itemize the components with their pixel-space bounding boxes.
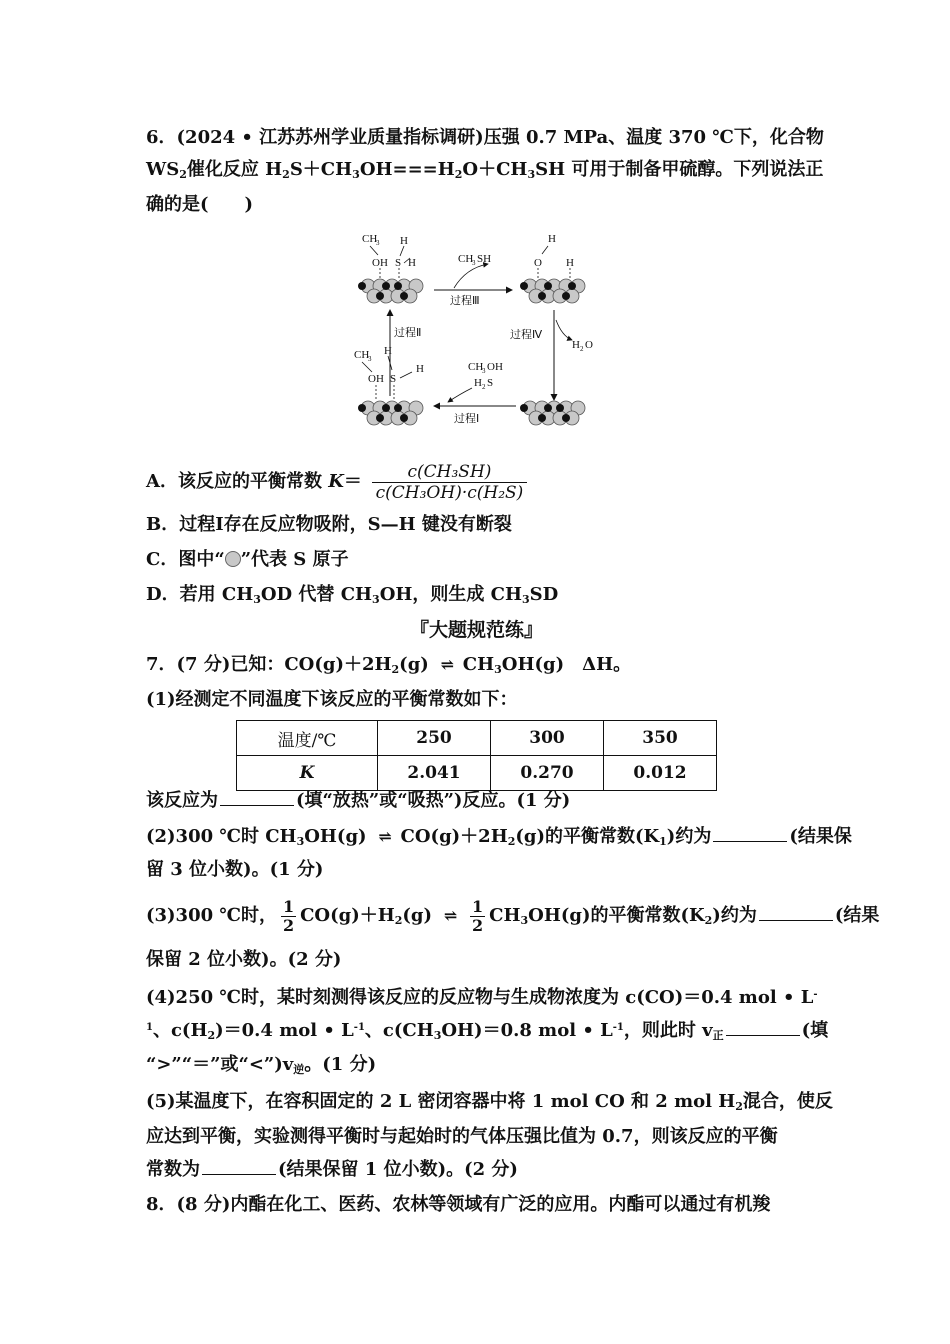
svg-text:CH: CH <box>362 233 378 245</box>
answer-blank[interactable] <box>759 904 833 921</box>
surface-top-left <box>358 279 423 303</box>
svg-text:CH: CH <box>354 349 370 361</box>
q7-intro: 7．(7 分)已知：$CO(g)+2H_2(g)$ ⇌ $CH_3OH(g)$ ΔH。 <box>146 654 632 676</box>
table-row <box>237 721 717 756</box>
q7-part3-line2: 保留 2 位小数)。(2 分) <box>146 949 342 970</box>
table-cell: K <box>237 756 378 791</box>
table-cell: 0.012 <box>604 756 717 791</box>
q7-part5-line3: 常数为 (结果保留 1 位小数)。(2 分) <box>146 1159 518 1180</box>
svg-text:H: H <box>416 363 424 375</box>
table-cell: 2.041 <box>378 756 491 791</box>
svg-text:过程Ⅱ: 过程Ⅱ <box>394 327 422 339</box>
surface-bottom-right <box>520 401 585 425</box>
q8-line1: 8．(8 分)内酯在化工、医药、农林等领域有广泛的应用。内酯可以通过有机羧 <box>146 1194 771 1215</box>
surface-bottom-left <box>358 401 423 425</box>
q7-part4-line2: $^1$、$c(H_2)=0.4$ mol • $L^{-1}$、$c(CH_3OH)=0.8$ mol • $L^{-1}$，则此时 $v_正$ (填 <box>146 1020 829 1042</box>
equilibrium-constant-table <box>236 720 717 791</box>
q6-option-a: A．该反应的平衡常数 K＝ $\frac{\text{c(CH₃SH)}}{\text{c(CH₃OH)·c(H₂S)}}$ <box>146 452 531 512</box>
half-fraction: $\frac{1}{2}$ <box>472 896 484 935</box>
svg-text:3: 3 <box>376 239 380 247</box>
answer-blank[interactable] <box>713 825 787 842</box>
answer-blank[interactable] <box>220 789 294 806</box>
q6-option-c: C．图中“ ”代表 S 原子 <box>146 549 349 570</box>
svg-text:过程Ⅰ: 过程Ⅰ <box>454 413 480 425</box>
q7-part5-line2: 应达到平衡，实验测得平衡时与起始时的气体压强比值为 0.7，则该反应的平衡 <box>146 1126 778 1147</box>
svg-text:O: O <box>585 339 593 351</box>
svg-text:H: H <box>548 233 556 245</box>
svg-text:H: H <box>474 377 482 389</box>
svg-text:OH: OH <box>372 257 388 269</box>
table-row <box>237 756 717 791</box>
svg-text:过程Ⅳ: 过程Ⅳ <box>510 329 543 341</box>
catalytic-cycle-diagram <box>350 228 610 428</box>
svg-text:H: H <box>572 339 580 351</box>
svg-text:3: 3 <box>472 259 476 267</box>
svg-text:OH: OH <box>487 361 503 373</box>
section-title: 『大题规范练』 <box>410 619 544 641</box>
svg-text:H: H <box>566 257 574 269</box>
q7-part5-line1: (5)某温度下，在容积固定的 2 L 密闭容器中将 1 mol CO 和 2 mol $H_2$混合，使反 <box>146 1091 833 1113</box>
q7-part4-line1: (4)250 ℃时，某时刻测得该反应的反应物与生成物浓度为 c(CO)＝0.4 mol • L- <box>146 987 818 1008</box>
q7-part1-answer: 该反应为 (填“放热”或“吸热”)反应。(1 分) <box>146 790 571 811</box>
svg-text:CH: CH <box>458 253 474 265</box>
q7-part3-line1: (3)300 ℃时， $\frac{1}{2}$ $CO(g)+H_2(g)$ ⇌ $\frac{1}{2}$ $CH_3OH(g)$的平衡常数$(K_2)$约为 (结果 <box>146 896 880 935</box>
table-header-cell: 250 <box>378 721 491 756</box>
equilibrium-constant-fraction: $\frac{\text{c(CH₃SH)}}{\text{c(CH₃OH)·c(H₂S)}}$ <box>372 462 528 503</box>
half-fraction: $\frac{1}{2}$ <box>282 896 295 935</box>
q7-part1: (1)经测定不同温度下该反应的平衡常数如下： <box>146 689 518 710</box>
svg-text:过程Ⅲ: 过程Ⅲ <box>450 295 480 307</box>
q6-option-d: D．若用 $CH_3OD$ 代替 $CH_3OH$，则生成 $CH_3SD$ <box>146 584 559 606</box>
surface-top-right <box>520 279 585 303</box>
svg-text:H: H <box>400 235 408 247</box>
q6-line1: 6．(2024 • 江苏苏州学业质量指标调研)压强 0.7 MPa、温度 370 ℃下，化合物 <box>146 127 824 148</box>
table-header-cell: 温度/℃ <box>237 721 378 756</box>
svg-text:H: H <box>408 257 416 269</box>
table-header-cell: 300 <box>491 721 604 756</box>
grey-atom-icon <box>225 551 241 567</box>
svg-text:OH: OH <box>368 373 384 385</box>
q7-part4-line3: “>”“＝”或“$<”)v_逆$。(1 分) <box>146 1054 377 1076</box>
svg-text:2: 2 <box>482 383 486 391</box>
q7-part2-line1: (2)300 ℃时 $CH_3OH(g)$ ⇌ $CO(g)+2H_2(g)$的平衡常数$(K_1)$约为 (结果保 <box>146 826 852 848</box>
answer-blank[interactable] <box>202 1158 276 1175</box>
svg-text:CH: CH <box>468 361 484 373</box>
q6-option-b: B．过程Ⅰ存在反应物吸附，S—H 键没有断裂 <box>146 514 512 535</box>
svg-text:3: 3 <box>368 355 372 363</box>
svg-text:O: O <box>534 257 542 269</box>
svg-text:3: 3 <box>482 367 486 375</box>
q6-line3: 确的是( ) <box>146 194 254 215</box>
svg-text:H: H <box>384 345 392 357</box>
svg-text:2: 2 <box>580 345 584 353</box>
answer-blank[interactable] <box>726 1019 800 1036</box>
svg-text:S: S <box>390 373 397 385</box>
svg-text:S: S <box>395 257 402 269</box>
svg-text:S: S <box>487 377 494 389</box>
table-cell: 0.270 <box>491 756 604 791</box>
svg-text:SH: SH <box>477 253 492 265</box>
q7-part2-line2: 留 3 位小数)。(1 分) <box>146 859 324 880</box>
table-header-cell: 350 <box>604 721 717 756</box>
q6-line2: $WS_2$催化反应 $H_2S+CH_3OH===H_2O+CH_3SH$ 可用于制备甲硫醇。下列说法正 <box>146 159 824 181</box>
